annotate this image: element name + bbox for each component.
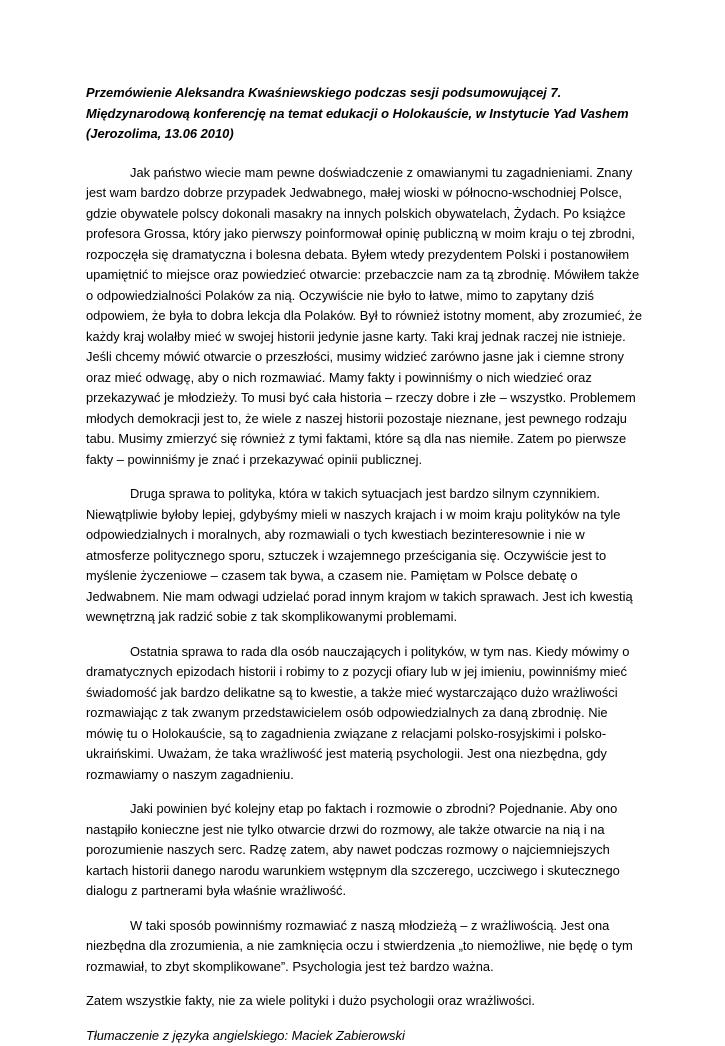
paragraph-reconciliation: Jaki powinien być kolejny etap po faktach i rozmowie o zbrodni? Pojednanie. Aby ono nastąpiło konieczne jest nie tylko otwarcie drzwi do rozmowy, ale także otwarcie na nią i na porozumienie naszych serc. Radzę zatem, aby nawet podczas rozmowy o najciemniejszych kartach historii danego narodu warunkiem wstępnym dla szczerego, uczciwego i skutecznego dialogu z partnerami była właśnie wrażliwość.: [86, 799, 646, 902]
translator-credit: Tłumaczenie z języka angielskiego: Maciek Zabierowski: [86, 1026, 646, 1046]
paragraph-facts: Jak państwo wiecie mam pewne doświadczenie z omawianymi tu zagadnieniami. Znany jest wam bardzo dobrze przypadek Jedwabnego, małej wioski w północno-wschodniej Polsce, gdzie obywatele polscy dokonali masakry na innych polskich obywatelach, Żydach. Po książce profesora Grossa, który jako pierwszy poinformował opinię publiczną w moim kraju o tej zbrodni, rozpoczęła się dramatyczna i bolesna debata. Byłem wtedy prezydentem Polski i postanowiłem upamiętnić to miejsce oraz powiedzieć otwarcie: przebaczcie nam za tą zbrodnię. Mówiłem także o odpowiedzialności Polaków za nią. Oczywiście nie było to łatwe, mimo to zapytany dziś odpowiem, że była to dobra lekcja dla Polaków. Był to również istotny moment, aby zrozumieć, że każdy kraj wolałby mieć w swojej historii jedynie jasne karty. Taki kraj jednak raczej nie istnieje. Jeśli chcemy mówić otwarcie o przeszłości, musimy widzieć zarówno jasne jak i ciemne strony oraz mieć odwagę, aby o nich rozmawiać. Mamy fakty i powinniśmy o nich wiedzieć oraz przekazywać je młodzieży. To musi być cała historia – rzeczy dobre i złe – wszystko. Problemem młodych demokracji jest to, że wiele z naszej historii pozostaje nieznane, jest pewnego rodzaju tabu. Musimy zmierzyć się również z tymi faktami, które są dla nas niemiłe. Zatem po pierwsze fakty – powinniśmy je znać i przekazywać opinii publicznej.: [86, 163, 646, 471]
closing-sentence: Zatem wszystkie fakty, nie za wiele polityki i dużo psychologii oraz wrażliwości.: [86, 991, 646, 1012]
paragraph-youth: W taki sposób powinniśmy rozmawiać z naszą młodzieżą – z wrażliwością. Jest ona niezbędna dla zrozumienia, a nie zamknięcia oczu i stwierdzenia „to niemożliwe, nie będę o tym rozmawiał, to zbyt skomplikowane”. Psychologia jest też bardzo ważna.: [86, 916, 646, 978]
paragraph-advice: Ostatnia sprawa to rada dla osób nauczających i polityków, w tym nas. Kiedy mówimy o dramatycznych epizodach historii i robimy to z pozycji ofiary lub w jej imieniu, powinniśmy mieć świadomość jak bardzo delikatne są to kwestie, a także mieć wystarczająco dużo wrażliwości rozmawiając z tak zwanym przedstawicielem osób odpowiedzialnych za daną zbrodnię. Nie mówię tu o Holokauście, są to zagadnienia związane z relacjami polsko-rosyjskimi i polsko-ukraińskimi. Uważam, że taka wrażliwość jest materią psychologii. Jest ona niezbędna, gdy rozmawiamy o naszym zagadnieniu.: [86, 642, 646, 786]
document-title: Przemówienie Aleksandra Kwaśniewskiego podczas sesji podsumowującej 7. Międzynarodową konferencję na temat edukacji o Holokauście, w Instytucie Yad Vashem (Jerozolima, 13.06 2010): [86, 83, 646, 145]
document-page: [86, 83, 646, 1046]
paragraph-politics: Druga sprawa to polityka, która w takich sytuacjach jest bardzo silnym czynnikiem. Niewątpliwie byłoby lepiej, gdybyśmy mieli w naszych krajach i w moim kraju polityków na tyle odpowiedzialnych i moralnych, aby rozmawiali o tych kwestiach bezinteresownie i nie w atmosferze politycznego sporu, sztuczek i wzajemnego prześcigania się. Oczywiście jest to myślenie życzeniowe – czasem tak bywa, a czasem nie. Pamiętam w Polsce debatę o Jedwabnem. Nie mam odwagi udzielać porad innym krajom w takich sprawach. Jest ich kwestią wewnętrzną jak radzić sobie z tak skomplikowanymi problemami.: [86, 484, 646, 628]
